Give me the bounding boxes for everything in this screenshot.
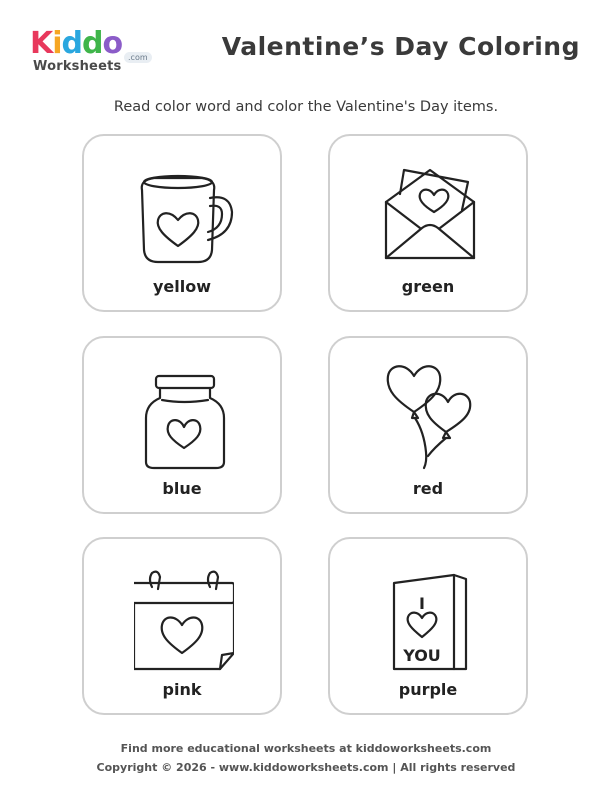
logo-wordmark: Kiddo (30, 26, 123, 61)
logo-domain-badge: .com (124, 52, 152, 63)
color-word: pink (162, 680, 202, 699)
envelope-icon (380, 150, 480, 268)
heart-balloons-icon (380, 352, 480, 470)
item-card-jar (82, 336, 282, 514)
card-top-text: I (419, 594, 425, 613)
kiddo-logo (30, 28, 160, 76)
color-word: green (401, 277, 455, 296)
jar-icon (134, 352, 234, 470)
mug-icon (134, 150, 234, 268)
footer-promo: Find more educational worksheets at kiddoworksheets.com (120, 742, 492, 755)
footer-copyright: Copyright © 2026 - www.kiddoworksheets.com | All rights reserved (96, 761, 516, 774)
item-card-mug (82, 134, 282, 312)
color-word: purple (398, 680, 458, 699)
color-word: yellow (152, 277, 212, 296)
item-card-envelope (328, 134, 528, 312)
logo-subtitle: Worksheets (33, 59, 122, 74)
item-card-calendar (82, 537, 282, 715)
card-bottom-text: YOU (403, 646, 441, 665)
item-card-balloons (328, 336, 528, 514)
color-word: red (412, 479, 444, 498)
color-word: blue (162, 479, 202, 498)
page-title: Valentine’s Day Coloring (221, 32, 580, 61)
calendar-icon (134, 553, 234, 671)
instructions: Read color word and color the Valentine's Day items. (113, 99, 499, 115)
greeting-card-icon (380, 553, 480, 671)
item-card-greeting-card (328, 537, 528, 715)
